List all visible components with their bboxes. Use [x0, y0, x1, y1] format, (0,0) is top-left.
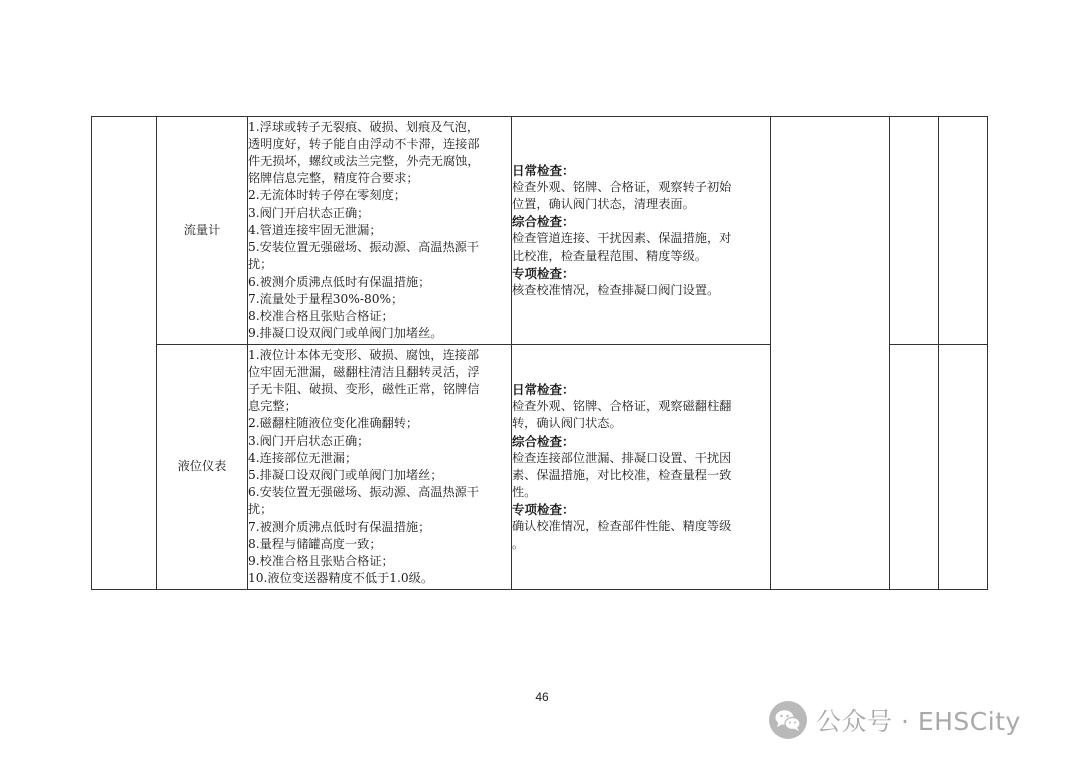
requirement-line: 扰； [248, 257, 273, 272]
method-line: 位置，确认阀门状态，清理表面。 [512, 197, 695, 212]
requirements-cell [248, 117, 512, 345]
empty-cell [939, 117, 988, 345]
wechat-icon [768, 700, 808, 740]
table-row-flowmeter [92, 117, 988, 345]
empty-cell [890, 345, 939, 590]
method-line: 性。 [512, 485, 537, 500]
inspection-method-cell [512, 345, 771, 590]
method-heading: 综合检查： [512, 433, 575, 449]
method-heading: 日常检查： [512, 162, 575, 178]
requirement-line: 扰； [248, 502, 273, 517]
requirement-line: 位牢固无泄漏，磁翻柱清洁且翻转灵活，浮 [248, 364, 480, 379]
method-line: 核查校准情况，检查排凝口阀门设置。 [512, 282, 720, 297]
requirement-line: 5.安装位置无强磁场、振动源、高温热源干 [248, 240, 480, 255]
requirement-line: 7.被测介质沸点低时有保温措施； [248, 519, 431, 534]
method-line: 检查管道连接、干扰因素、保温措施，对 [512, 231, 732, 246]
requirements-cell [248, 345, 512, 590]
method-heading: 专项检查： [512, 502, 575, 518]
empty-cell [890, 117, 939, 345]
requirement-line: 8.量程与储罐高度一致； [248, 536, 382, 551]
method-line: 。 [512, 536, 525, 551]
method-line: 检查外观、铭牌、合格证，观察磁翻柱翻 [512, 399, 732, 414]
requirement-line: 4.连接部位无泄漏； [248, 450, 358, 465]
empty-cell [939, 345, 988, 590]
requirement-line: 8.校准合格且张贴合格证； [248, 308, 394, 323]
requirement-line: 5.排凝口设双阀门或单阀门加堵丝； [248, 468, 443, 482]
requirement-line: 2.无流体时转子停在零刻度； [248, 188, 406, 203]
requirement-line: 7.流量处于量程30%-80%； [248, 291, 404, 306]
requirement-line: 6.安装位置无强磁场、振动源、高温热源干 [248, 485, 480, 500]
instrument-name-cell: 液位仪表 [157, 345, 248, 590]
requirement-line: 2.磁翻柱随液位变化准确翻转； [248, 416, 419, 431]
watermark [768, 700, 1021, 740]
empty-cell [771, 117, 890, 590]
requirement-line: 1.浮球或转子无裂痕、破损、划痕及气泡， [248, 119, 480, 134]
requirement-line: 10.液位变送器精度不低于1.0级。 [248, 571, 434, 586]
requirement-line: 铭牌信息完整，精度符合要求； [248, 171, 419, 186]
method-line: 检查连接部位泄漏、排凝口设置、干扰因 [512, 450, 732, 465]
method-heading: 综合检查： [512, 214, 575, 230]
requirement-line: 1.液位计本体无变形、破损、腐蚀，连接部 [248, 347, 480, 362]
inspection-table-section [91, 116, 988, 590]
method-line: 确认校准情况，检查部件性能、精度等级 [512, 519, 732, 534]
page-number: 46 [535, 690, 549, 704]
method-line: 转，确认阀门状态。 [512, 416, 622, 431]
requirement-line: 4.管道连接牢固无泄漏； [248, 222, 382, 237]
method-line: 素、保温措施，对比校准，检查量程一致 [512, 467, 732, 482]
requirement-line: 件无损坏，螺纹或法兰完整，外壳无腐蚀， [248, 154, 480, 169]
requirement-line: 6.被测介质沸点低时有保温措施； [248, 274, 431, 289]
instrument-name-cell: 流量计 [157, 117, 248, 345]
inspection-table [91, 116, 988, 590]
watermark-text: 公众号 · EHSCity [816, 707, 1021, 736]
method-heading: 日常检查： [512, 382, 575, 398]
method-line: 比校准，检查量程范围、精度等级。 [512, 248, 707, 263]
requirement-line: 9.排凝口设双阀门或单阀门加堵丝。 [248, 326, 443, 341]
requirement-line: 3.阀门开启状态正确； [248, 433, 370, 448]
requirement-line: 息完整； [248, 399, 297, 414]
requirement-line: 子无卡阻、破损、变形，磁性正常，铭牌信 [248, 381, 480, 396]
requirement-line: 9.校准合格且张贴合格证； [248, 554, 394, 569]
requirement-line: 透明度好，转子能自由浮动不卡滞，连接部 [248, 136, 480, 151]
inspection-method-cell [512, 117, 771, 345]
requirement-line: 3.阀门开启状态正确； [248, 205, 370, 220]
method-line: 检查外观、铭牌、合格证，观察转子初始 [512, 179, 732, 194]
method-heading: 专项检查： [512, 265, 575, 281]
category-cell [92, 117, 157, 590]
